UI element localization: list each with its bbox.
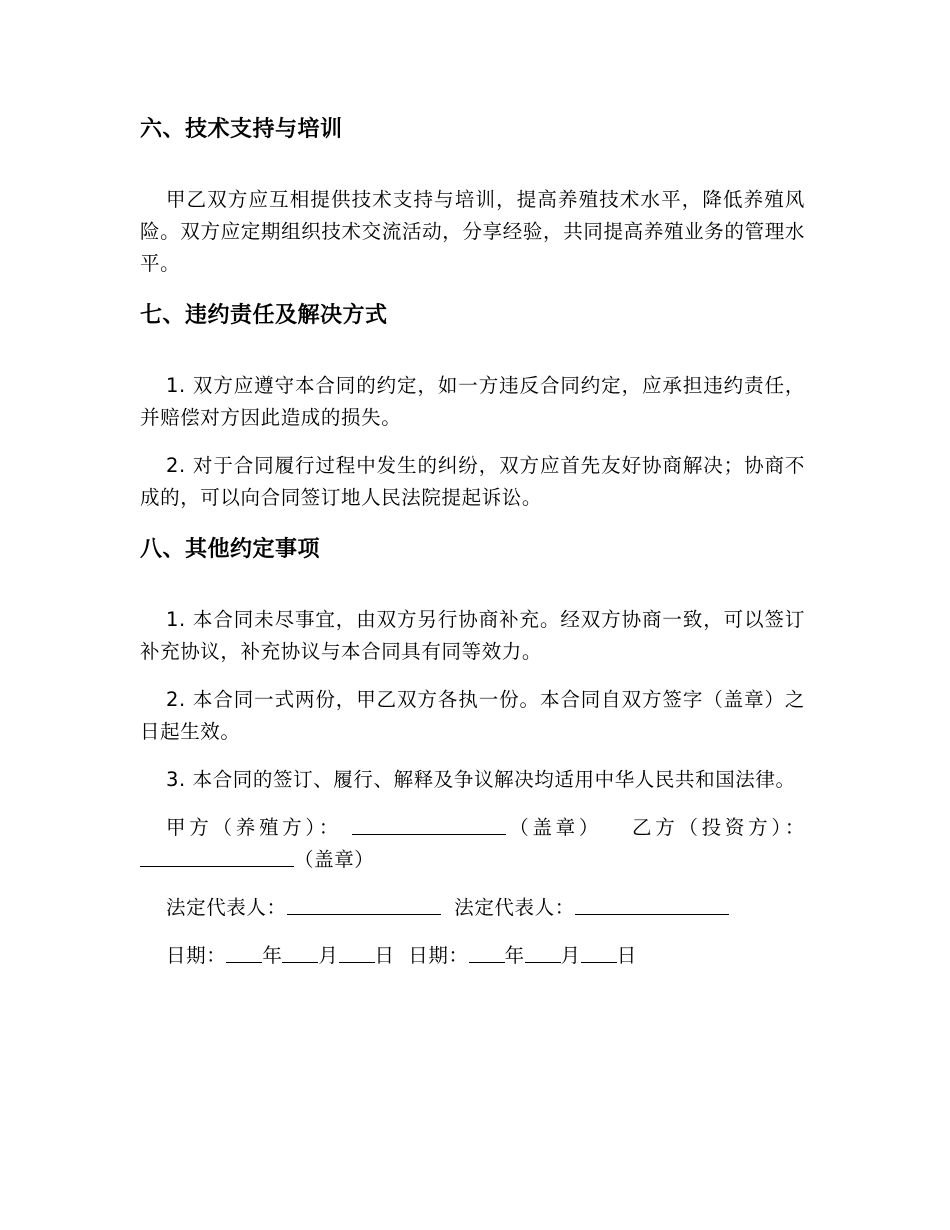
party-a-day-blank <box>339 961 375 963</box>
party-a-year-blank <box>226 961 262 963</box>
party-a-rep-label: 法定代表人： <box>166 896 287 919</box>
party-a-month-blank <box>282 961 318 963</box>
party-a-seal-label: （盖章） <box>506 816 603 839</box>
party-b-seal-label: （盖章） <box>294 848 375 871</box>
party-a-date-label: 日期： <box>166 944 227 967</box>
party-a-signature-blank <box>352 833 506 835</box>
signature-representative-line <box>140 892 805 924</box>
signature-parties-line <box>140 812 805 876</box>
party-a-day-label: 日 <box>374 944 395 967</box>
party-a-year-label: 年 <box>262 944 283 967</box>
party-b-day-blank <box>581 961 617 963</box>
section-7-item-1: 1. 双方应遵守本合同的约定，如一方违反合同约定，应承担违约责任，并赔偿对方因此造成的损失。 <box>140 374 805 429</box>
section-6-heading: 六、技术支持与培训 <box>140 117 343 142</box>
party-a-month-label: 月 <box>318 944 339 967</box>
party-b-day-label: 日 <box>616 944 637 967</box>
party-a-rep-blank <box>287 913 441 915</box>
section-8-item-2: 2. 本合同一式两份，甲乙双方各执一份。本合同自双方签字（盖章）之日起生效。 <box>140 688 805 743</box>
section-8-item-1: 1. 本合同未尽事宜，由双方另行协商补充。经双方协商一致，可以签订补充协议，补充协议与本合同具有同等效力。 <box>140 608 805 663</box>
party-b-month-label: 月 <box>560 944 581 967</box>
signature-date-line <box>140 940 805 972</box>
document-content <box>140 112 805 972</box>
section-7-heading: 七、违约责任及解决方式 <box>140 303 388 328</box>
party-b-rep-blank <box>575 913 729 915</box>
party-b-year-blank <box>469 961 505 963</box>
section-6-paragraph: 甲乙双方应互相提供技术支持与培训，提高养殖技术水平，降低养殖风险。双方应定期组织技术交流活动，分享经验，共同提高养殖业务的管理水平。 <box>140 188 805 275</box>
party-b-rep-label: 法定代表人： <box>454 896 575 919</box>
party-b-date-label: 日期： <box>408 944 469 967</box>
party-b-month-blank <box>525 961 561 963</box>
section-7-item-2: 2. 对于合同履行过程中发生的纠纷，双方应首先友好协商解决；协商不成的，可以向合同签订地人民法院提起诉讼。 <box>140 454 805 509</box>
section-8-heading: 八、其他约定事项 <box>140 537 321 562</box>
party-a-label: 甲方（养殖方）： <box>166 816 343 839</box>
section-8-item-3: 3. 本合同的签订、履行、解释及争议解决均适用中华人民共和国法律。 <box>166 768 796 791</box>
party-b-label: 乙方（投资方）： <box>631 816 805 839</box>
party-b-signature-blank <box>140 865 294 867</box>
party-b-year-label: 年 <box>504 944 525 967</box>
